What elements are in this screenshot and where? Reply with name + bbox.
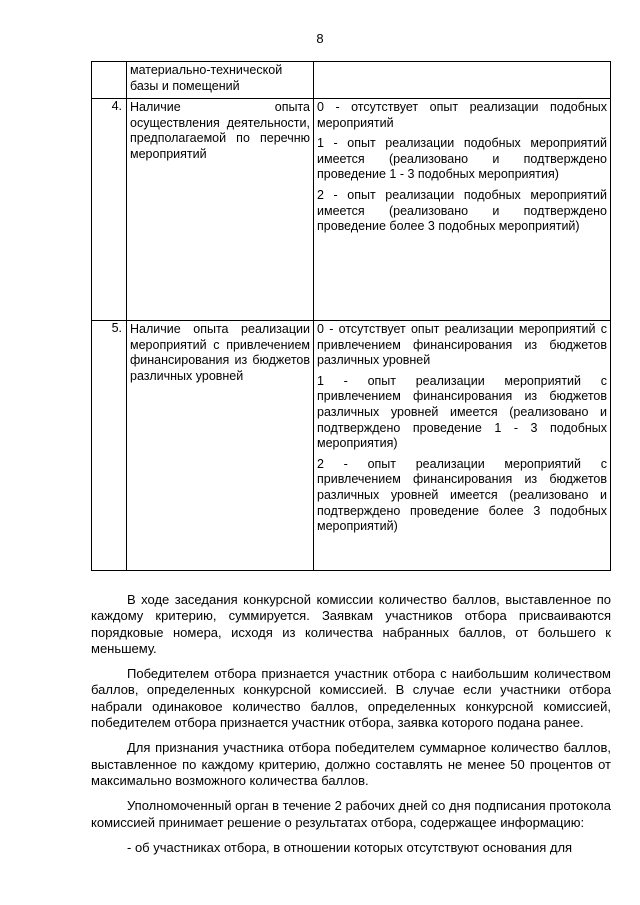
criterion-scores	[314, 99, 611, 321]
criterion-number	[92, 62, 127, 99]
score-option: 2 - опыт реализации мероприятий с привлечением финансирования из бюджетов различных уровней имеется (реализовано и подтверждено проведение более 3 подобных мероприятий)	[317, 456, 607, 534]
paragraph: Уполномоченный орган в течение 2 рабочих дней со дня подписания протокола комиссией принимает решение о результатах отбора, содержащее информацию:	[91, 798, 611, 830]
paragraph: Победителем отбора признается участник отбора с наибольшим количеством баллов, определенных конкурсной комиссией. В случае если участники отбора набрали одинаковое количество баллов, определенных конкурсной комиссией, победителем отбора признается участник отбора, заявка которого подана ранее.	[91, 666, 611, 731]
table-row	[92, 99, 611, 321]
score-option: 0 - отсутствует опыт реализации мероприятий с привлечением финансирования из бюджетов различных уровней	[317, 322, 607, 368]
score-option: 0 - отсутствует опыт реализации подобных мероприятий	[317, 100, 607, 130]
score-option: 1 - опыт реализации мероприятий с привлечением финансирования из бюджетов различных уровней имеется (реализовано и подтверждено проведение 1 - 3 подобных мероприятия)	[317, 373, 607, 451]
criterion-scores	[314, 321, 611, 571]
criteria-table	[91, 61, 611, 571]
body-text	[91, 592, 611, 865]
criterion-number: 5.	[92, 321, 127, 571]
paragraph: Для признания участника отбора победителем суммарное количество баллов, выставленное по каждому критерию, должно составлять не менее 50 процентов от максимально возможного количества баллов.	[91, 740, 611, 788]
paragraph: В ходе заседания конкурсной комиссии количество баллов, выставленное по каждому критерию, суммируется. Заявкам участников отбора присваиваются порядковые номера, исходя из количества набранных баллов, от большего к меньшему.	[91, 592, 611, 656]
criterion-scores	[314, 62, 611, 99]
criterion-name: материально-технической базы и помещений	[127, 62, 314, 99]
score-option: 2 - опыт реализации подобных мероприятий имеется (реализовано и подтверждено проведение более 3 подобных мероприятий)	[317, 187, 607, 234]
table-row	[92, 321, 611, 571]
table-row	[92, 62, 611, 99]
paragraph: - об участниках отбора, в отношении которых отсутствуют основания для	[127, 839, 573, 855]
page-number: 8	[316, 31, 324, 46]
criterion-number: 4.	[92, 99, 127, 321]
criterion-name: Наличие опыта реализации мероприятий с привлечением финансирования из бюджетов различных уровней	[127, 321, 314, 571]
score-option: 1 - опыт реализации подобных мероприятий имеется (реализовано и подтверждено проведение 1 - 3 подобных мероприятия)	[317, 136, 607, 182]
criterion-name: Наличие опыта осуществления деятельности, предполагаемой по перечню мероприятий	[127, 99, 314, 321]
